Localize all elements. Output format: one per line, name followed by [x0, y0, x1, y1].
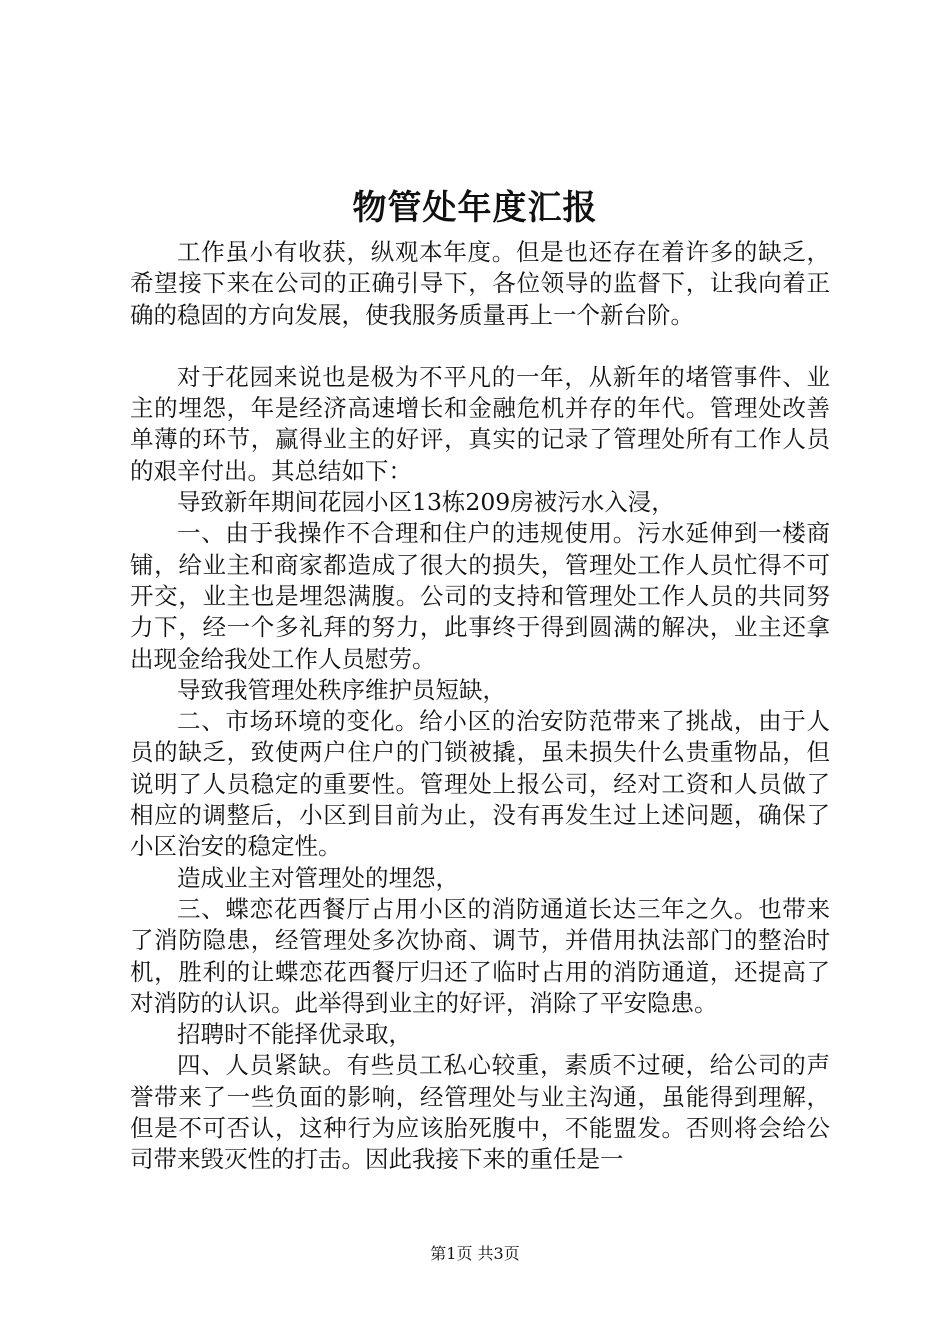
- paragraph: 造成业主对管理处的埋怨，: [177, 863, 459, 892]
- paragraph: 导致新年期间花园小区13栋209房被污水入浸，: [177, 488, 675, 517]
- paragraph: 二、市场环境的变化。给小区的治安防范带来了挑战，由于人员的缺乏，致使两户住户的门锁被撬，虽未损失什么贵重物品，但说明了人员稳定的重要性。管理处上报公司，经对工资和人员做了相应的调整后，小区到目前为止，没有再发生过上述问题，确保了小区治安的稳定性。: [130, 707, 830, 861]
- paragraph: 四、人员紧缺。有些员工私心较重，素质不过硬，给公司的声誉带来了一些负面的影响，经管理处与业主沟通，虽能得到理解，但是不可否认，这种行为应该胎死腹中，不能盟发。否则将会给公司带来毁灭性的打击。因此我接下来的重任是一: [130, 1051, 830, 1174]
- paragraph: 工作虽小有收获，纵观本年度。但是也还存在着许多的缺乏，希望接下来在公司的正确引导下，各位领导的监督下，让我向着正确的稳固的方向发展，使我服务质量再上一个新台阶。: [130, 238, 830, 329]
- paragraph: 一、由于我操作不合理和住户的违规使用。污水延伸到一楼商铺，给业主和商家都造成了很大的损失，管理处工作人员忙得不可开交，业主也是埋怨满腹。公司的支持和管理处工作人员的共同努力下，经一个多礼拜的努力，此事终于得到圆满的解决，业主还拿出现金给我处工作人员慰劳。: [130, 519, 830, 673]
- document-body: [130, 237, 830, 1176]
- document-title: 物管处年度汇报: [352, 188, 598, 228]
- page-number-footer: 第1页 共3页: [430, 1244, 520, 1263]
- paragraph: 三、蝶恋花西餐厅占用小区的消防通道长达三年之久。也带来了消防隐患，经管理处多次协商、调节，并借用执法部门的整治时机，胜利的让蝶恋花西餐厅归还了临时占用的消防通道，还提高了对消防的认识。此举得到业主的好评，消除了平安隐患。: [130, 894, 830, 1017]
- paragraph: 导致我管理处秩序维护员短缺，: [177, 675, 506, 704]
- paragraph: 招聘时不能择优录取，: [177, 1020, 412, 1049]
- paragraph: 对于花园来说也是极为不平凡的一年，从新年的堵管事件、业主的埋怨，年是经济高速增长和金融危机并存的年代。管理处改善单薄的环节，赢得业主的好评，真实的记录了管理处所有工作人员的艰辛付出。其总结如下：: [130, 362, 830, 485]
